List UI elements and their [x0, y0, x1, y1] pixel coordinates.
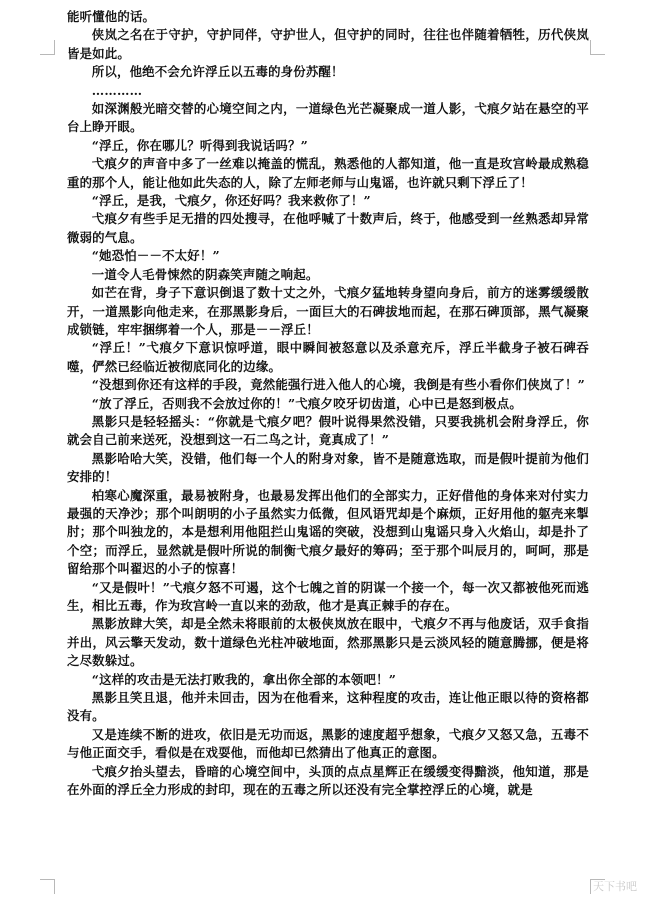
paragraph: “又是假叶！”弋痕夕怒不可遏，这个七魄之首的阴谋一个接一个，每一次又都被他死而逃生，相比五毒，作为玫宫岭一直以来的劲敌，他才是真正棘手的存在。 — [67, 579, 589, 613]
paragraph: 能听懂他的话。 — [67, 9, 156, 24]
paragraph: 如芒在背，身子下意识倒退了数十丈之外，弋痕夕猛地转身望向身后，前方的迷雾缓缓散开，一道黑影向他走来，在那黑影身后，一面巨大的石碑拔地而起，在那石碑顶部，黑气凝聚成锁链，牢牢捆绑着一个人，那是－－浮丘！ — [67, 285, 589, 337]
paragraph: “放了浮丘，否则我不会放过你的！”弋痕夕咬牙切齿道，心中已是怒到极点。 — [91, 395, 522, 411]
paragraph: 黑影哈哈大笑，没错，他们每一个人的附身对象，皆不是随意选取，而是假叶提前为他们安排的！ — [67, 450, 589, 485]
paragraph: “浮丘，你在哪儿？听得到我说话吗？” — [91, 137, 308, 153]
document-body — [67, 8, 589, 799]
watermark: 天下书吧 — [593, 880, 637, 893]
paragraph: 弋痕夕抬头望去，昏暗的心境空间中，头顶的点点星辉正在缓缓变得黯淡，他知道，那是在外面的浮丘全力形成的封印，现在的五毒之所以还没有完全掌控浮丘的心境，就是 — [67, 763, 589, 798]
paragraph: 所以，他绝不会允许浮丘以五毒的身份苏醒！ — [91, 64, 344, 80]
paragraph: 如深渊般光暗交替的心境空间之内，一道绿色光芒凝聚成一道人影，弋痕夕站在悬空的平台上睁开眼。 — [67, 101, 589, 135]
paragraph: “浮丘，是我，弋痕夕，你还好吗？我来救你了！” — [91, 193, 371, 209]
paragraph: 黑影且笑且退，他并未回击，因为在他看来，这种程度的攻击，连让他正眼以待的资格都没有。 — [67, 690, 589, 724]
crop-mark-top-left — [40, 40, 55, 55]
paragraph: “这样的攻击是无法打败我的，拿出你全部的本领吧！” — [91, 671, 397, 687]
paragraph: ………… — [91, 82, 143, 98]
paragraph: 侠岚之名在于守护，守护同伴，守护世人，但守护的同时，往往也伴随着牺牲，历代侠岚皆是如此。 — [67, 27, 589, 61]
paragraph: 柏寒心魔深重，最易被附身，也最易发挥出他们的全部实力，正好借他的身体来对付实力最强的天净沙；那个叫朗明的小子虽然实力低微，但风语咒却是个麻烦，正好用他的躯壳来掣肘；那个叫独龙的，本是想利用他阻拦山鬼谣的突破，没想到山鬼谣只身入火焰山，却是扑了个空；而浮丘，显然就是假叶所说的制衡弋痕夕最好的筹码；至于那个叫辰月的，呵呵，那是留给那个叫翟迟的小子的惊喜！ — [67, 487, 589, 577]
paragraph: 又是连续不断的进攻，依旧是无功而返，黑影的速度超乎想象，弋痕夕又怒又急，五毒不与他正面交手，看似是在戏耍他，而他却已然猜出了他真正的意图。 — [67, 726, 589, 761]
paragraph: 一道令人毛骨悚然的阴森笑声随之响起。 — [91, 266, 319, 282]
paragraph: “浮丘！”弋痕夕下意识惊呼道，眼中瞬间被怒意以及杀意充斥，浮丘半截身子被石碑吞噬，俨然已经临近被彻底同化的边缘。 — [67, 340, 589, 374]
paragraph: 弋痕夕的声音中多了一丝难以掩盖的慌乱，熟悉他的人都知道，他一直是玫宫岭最成熟稳重的那个人，能让他如此失态的人，除了左师老师与山鬼谣，也许就只剩下浮丘了！ — [67, 156, 589, 190]
crop-mark-top-right — [590, 40, 605, 55]
paragraph: 黑影只是轻轻摇头：“你就是弋痕夕吧？假叶说得果然没错，只要我挑机会附身浮丘，你就会自己前来送死，没想到这一石二鸟之计，竟真成了！” — [67, 413, 589, 448]
paragraph: 黑影放肆大笑，却是全然未将眼前的太极侠岚放在眼中，弋痕夕不再与他废话，双手食指并出，风云擎天发动，数十道绿色光柱冲破地面，然那黑影只是云淡风轻的随意腾挪，便是将之尽数躲过。 — [67, 616, 589, 669]
paragraph: 弋痕夕有些手足无措的四处搜寻，在他呼喊了十数声后，终于，他感受到一丝熟悉却异常微弱的气息。 — [67, 211, 589, 245]
crop-mark-bottom-left — [40, 879, 55, 894]
paragraph: “她恐怕－－不太好！” — [91, 248, 220, 264]
paragraph: “没想到你还有这样的手段，竟然能强行进入他人的心境，我倒是有些小看你们侠岚了！” — [91, 377, 585, 393]
